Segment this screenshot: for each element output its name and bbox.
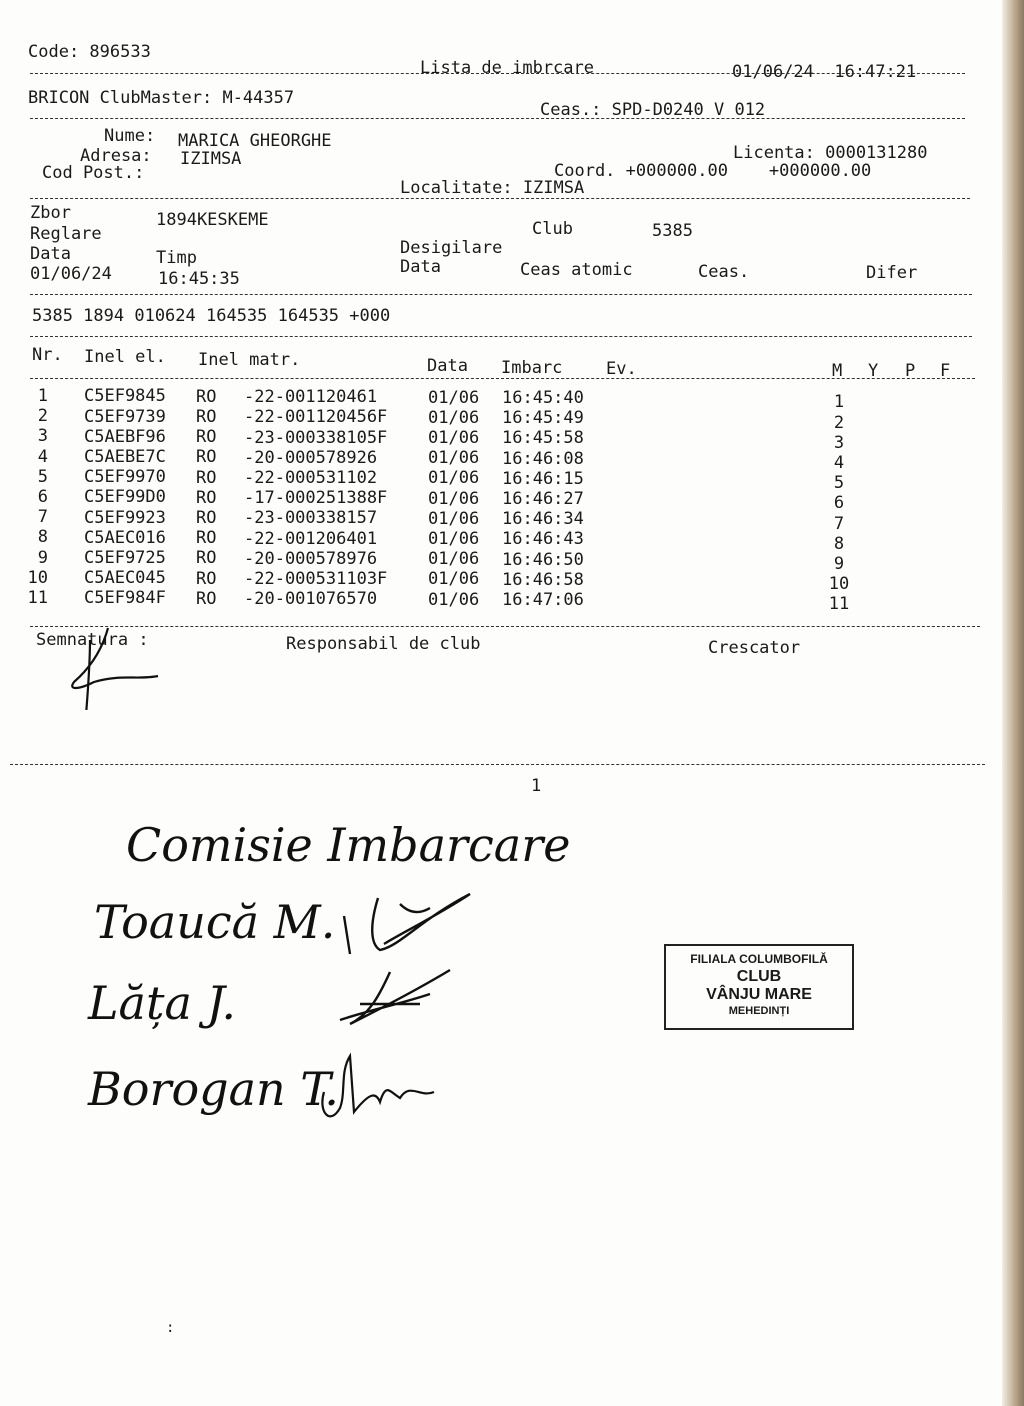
handwritten-name-3: Borogan T.: [88, 1062, 339, 1116]
setting-label: Reglare: [30, 224, 102, 244]
table-cell: -23-000338157: [244, 508, 378, 529]
col-data: Data: [427, 356, 468, 376]
table-cell: C5AEC016: [84, 527, 166, 548]
table-cell: 10: [828, 574, 850, 595]
atomic-clock-label: Ceas atomic: [520, 260, 633, 280]
table-cell: C5EF9725: [84, 548, 166, 568]
club-label: Club: [532, 219, 573, 239]
table-cell: 3: [833, 432, 845, 453]
document-title: Lista de imbrcare: [420, 58, 594, 78]
col-ev: Ev.: [606, 359, 637, 379]
table-cell: 01/06: [428, 488, 480, 509]
table-cell: 16:46:58: [502, 569, 584, 590]
table-cell: 01/06: [428, 407, 480, 428]
paper-edge: [1002, 0, 1024, 1406]
table-cell: C5EF9970: [84, 467, 166, 488]
code-line: 5385 1894 010624 164535 164535 +000: [32, 306, 391, 326]
table-cell: 16:47:06: [502, 590, 584, 610]
table-cell: 01/06: [428, 428, 480, 448]
table-cell: RO: [196, 447, 217, 468]
divider: [10, 764, 985, 765]
signature-2: [330, 964, 460, 1034]
name-label: Nume:: [104, 126, 156, 146]
clubmaster-id: BRICON ClubMaster: M-44357: [28, 88, 295, 108]
table-cell: -22-000531103F: [244, 569, 388, 589]
divider: [30, 294, 972, 295]
table-cell: -20-001076570: [244, 589, 378, 610]
table-cell: 7: [37, 507, 48, 528]
col-f: F: [940, 361, 951, 381]
club-value: 5385: [652, 221, 693, 241]
locality: Localitate: IZIMSA: [400, 178, 585, 198]
col-m: M: [832, 361, 843, 381]
table-cell: RO: [196, 548, 217, 569]
divider: [30, 118, 965, 119]
table-cell: 6: [833, 493, 845, 514]
table-cell: 4: [37, 446, 48, 467]
unsealing-label: Desigilare: [400, 238, 503, 258]
table-cell: 16:45:58: [502, 428, 584, 449]
table-cell: C5AEBE7C: [84, 447, 166, 467]
table-cell: 01/06: [428, 387, 480, 408]
col-y: Y: [868, 361, 879, 381]
signature-label: Semnatura :: [36, 630, 149, 650]
table-cell: 01/06: [428, 468, 480, 489]
table-cell: -23-000338105F: [244, 427, 388, 448]
table-cell: -22-001120461: [244, 387, 378, 408]
handwritten-commission: Comisie Imbarcare: [126, 818, 571, 872]
table-cell: C5AEC045: [84, 568, 166, 589]
table-cell: 8: [833, 533, 845, 554]
breeder-label: Crescator: [708, 638, 801, 658]
difference-label: Difer: [866, 263, 918, 283]
date-value: 01/06/24: [30, 264, 112, 284]
table-cell: -20-000578926: [244, 447, 378, 468]
table-cell: C5EF9923: [84, 507, 166, 528]
print-datetime: 01/06/24 16:47:21: [732, 62, 917, 82]
table-cell: 9: [37, 547, 48, 568]
stamp-line-4: MEHEDINȚI: [728, 1005, 790, 1017]
table-cell: 7: [833, 513, 845, 534]
flight-value: 1894KESKEME: [156, 210, 269, 230]
time-value: 16:45:35: [158, 269, 240, 289]
handwritten-name-1: Toaucă M.: [94, 895, 336, 949]
table-cell: RO: [196, 467, 217, 488]
table-cell: 16:45:49: [502, 408, 584, 429]
table-cell: C5EF9845: [84, 386, 166, 407]
name-value: MARICA GHEORGHE: [178, 131, 332, 151]
table-cell: 16:45:40: [502, 388, 584, 408]
table-cell: 2: [37, 406, 48, 427]
handwritten-name-2: Lăța J.: [88, 976, 236, 1030]
table-cell: RO: [196, 528, 217, 549]
table-cell: 01/06: [428, 549, 480, 570]
table-cell: 16:46:43: [502, 529, 584, 550]
address-value: IZIMSA: [180, 149, 242, 169]
divider: [30, 378, 975, 379]
divider: [30, 198, 970, 199]
table-cell: 5: [833, 473, 845, 494]
table-cell: -22-000531102: [244, 468, 378, 488]
table-cell: 6: [37, 487, 48, 507]
col-inel-matr: Inel matr.: [198, 350, 301, 370]
table-cell: 10: [27, 567, 48, 588]
table-cell: 11: [27, 588, 48, 608]
table-cell: 01/06: [428, 448, 480, 469]
col-p: P: [905, 361, 916, 381]
table-cell: -22-001120456F: [244, 407, 388, 428]
table-cell: 01/06: [428, 508, 480, 529]
stamp-line-3: VÂNJU MARE: [706, 986, 812, 1003]
table-cell: 1: [833, 392, 845, 413]
license: Licenta: 0000131280: [733, 143, 928, 163]
signature-3: [310, 1052, 450, 1132]
table-cell: 16:46:15: [502, 468, 584, 489]
table-cell: 11: [828, 594, 850, 615]
table-cell: RO: [196, 487, 217, 508]
table-cell: 9: [833, 554, 845, 574]
table-cell: 1: [37, 386, 48, 406]
time-label: Timp: [156, 248, 197, 268]
table-cell: 16:46:50: [502, 549, 584, 570]
table-cell: -17-000251388F: [244, 488, 388, 509]
signature-scribble: [60, 620, 180, 710]
table-cell: C5EF99D0: [84, 487, 166, 508]
unseal-date-label: Data: [400, 257, 441, 277]
code-label: Code: 896533: [28, 42, 151, 62]
page-number: 1: [531, 776, 542, 796]
table-cell: 2: [833, 412, 845, 433]
table-cell: -22-001206401: [244, 528, 378, 549]
signature-1: [340, 884, 500, 964]
col-nr: Nr.: [32, 345, 63, 365]
col-imbarc: Imbarc: [501, 358, 563, 378]
table-cell: 01/06: [428, 589, 480, 610]
table-cell: 01/06: [428, 569, 480, 590]
table-cell: 8: [37, 527, 48, 548]
table-cell: 16:46:34: [502, 509, 584, 530]
stamp-line-2: CLUB: [736, 968, 782, 985]
table-cell: C5EF9739: [84, 406, 166, 427]
table-cell: 01/06: [428, 529, 480, 549]
table-cell: 4: [833, 453, 845, 473]
col-inel-el: Inel el.: [84, 347, 166, 367]
date-label: Data: [30, 244, 71, 264]
table-cell: RO: [196, 508, 217, 528]
table-cell: RO: [196, 407, 217, 427]
stamp-line-1: FILIALA COLUMBOFILĂ: [690, 952, 828, 966]
club-responsible-label: Responsabil de club: [286, 634, 481, 654]
postal-code-label: Cod Post.:: [42, 163, 145, 183]
table-cell: 16:46:08: [502, 448, 584, 469]
table-cell: 16:46:27: [502, 489, 584, 509]
clock-id: Ceas.: SPD-D0240 V 012: [540, 100, 766, 120]
table-cell: RO: [196, 588, 217, 609]
coordinates: Coord. +000000.00 +000000.00: [554, 161, 872, 181]
club-stamp: [664, 944, 854, 1030]
table-cell: 3: [37, 426, 48, 447]
table-cell: C5AEBF96: [84, 426, 166, 447]
table-cell: RO: [196, 568, 217, 589]
flight-label: Zbor: [30, 203, 71, 223]
table-cell: C5EF984F: [84, 588, 166, 609]
divider: [30, 73, 965, 74]
table-cell: -20-000578976: [244, 548, 378, 569]
table-cell: 5: [37, 466, 48, 487]
table-cell: RO: [196, 427, 217, 448]
address-label: Adresa:: [80, 146, 152, 166]
stray-mark: :: [166, 1320, 175, 1336]
divider: [30, 336, 972, 337]
table-cell: RO: [196, 386, 217, 407]
clock-label: Ceas.: [698, 262, 750, 282]
